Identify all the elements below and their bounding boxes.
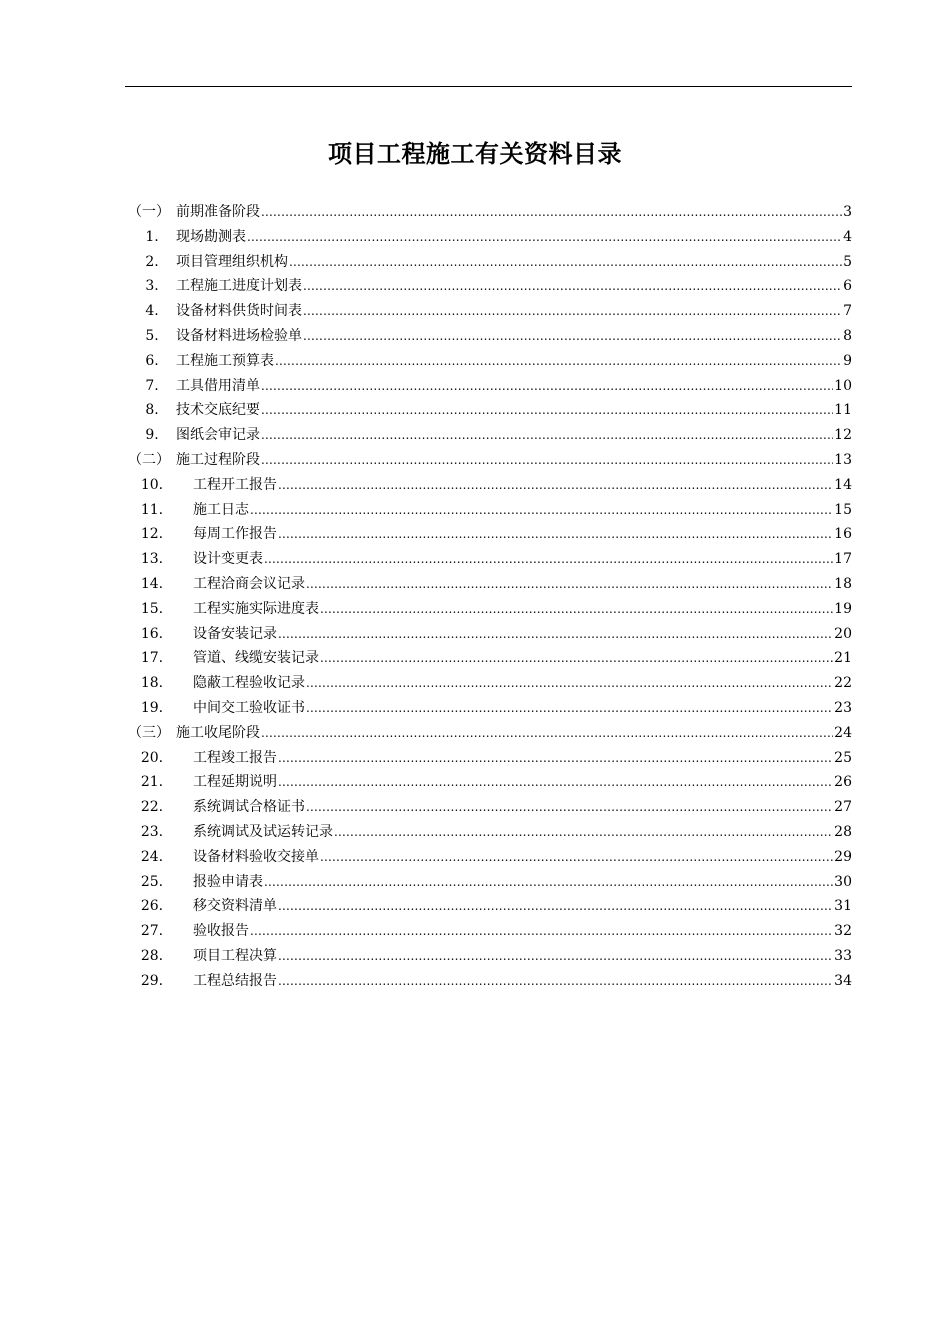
toc-entry[interactable]	[128, 870, 852, 895]
dot-leader	[250, 498, 833, 523]
toc-label: 系统调试合格证书	[193, 799, 305, 816]
toc-page-number: 12	[834, 427, 852, 444]
toc-page-number: 13	[834, 451, 852, 468]
toc-entry[interactable]	[128, 770, 852, 795]
dot-leader	[306, 671, 833, 696]
toc-label: 施工收尾阶段	[176, 724, 260, 741]
toc-label: 工程总结报告	[193, 972, 277, 989]
toc-page-number: 5	[843, 253, 852, 270]
dot-leader	[320, 597, 833, 622]
toc-page-number: 23	[834, 699, 852, 716]
toc-entry[interactable]	[128, 299, 852, 324]
toc-entry[interactable]	[128, 250, 852, 275]
toc-entry[interactable]	[128, 423, 852, 448]
toc-page-number: 9	[843, 352, 852, 369]
toc-label: 项目管理组织机构	[176, 253, 288, 270]
dot-leader	[278, 944, 833, 969]
toc-entry[interactable]	[128, 597, 852, 622]
dot-leader	[278, 622, 833, 647]
dot-leader	[306, 696, 833, 721]
header-rule	[125, 86, 852, 87]
toc-entry[interactable]	[128, 646, 852, 671]
toc-section[interactable]	[128, 448, 852, 473]
toc-entry[interactable]	[128, 894, 852, 919]
dot-leader	[320, 646, 833, 671]
toc-entry[interactable]	[128, 274, 852, 299]
toc-entry[interactable]	[128, 696, 852, 721]
toc-number: 24.	[140, 848, 164, 865]
toc-label: 项目工程决算	[193, 947, 277, 964]
toc-number: 6.	[145, 352, 159, 369]
toc-label: 工程延期说明	[193, 774, 277, 791]
toc-page-number: 32	[834, 923, 852, 940]
toc-label: 系统调试及试运转记录	[193, 823, 333, 840]
toc-entry[interactable]	[128, 374, 852, 399]
toc-page-number: 11	[834, 402, 852, 419]
dot-leader	[261, 448, 833, 473]
dot-leader	[278, 522, 833, 547]
dot-leader	[261, 374, 833, 399]
dot-leader	[261, 200, 842, 225]
toc-number: （三）	[128, 724, 170, 741]
toc-number: 29.	[140, 972, 164, 989]
toc-label: 图纸会审记录	[176, 427, 260, 444]
toc-label: 工程开工报告	[193, 476, 277, 493]
toc-number: 7.	[145, 377, 159, 394]
toc-label: 施工日志	[193, 501, 249, 518]
toc-page-number: 18	[834, 575, 852, 592]
toc-entry[interactable]	[128, 845, 852, 870]
toc-number: 8.	[145, 402, 159, 419]
toc-number: 26.	[140, 898, 164, 915]
toc-number: 16.	[140, 625, 164, 642]
toc-number: 12.	[140, 526, 164, 543]
toc-entry[interactable]	[128, 324, 852, 349]
toc-entry[interactable]	[128, 572, 852, 597]
toc-label: 设备安装记录	[193, 625, 277, 642]
toc-section[interactable]	[128, 721, 852, 746]
toc-number: 10.	[140, 476, 164, 493]
toc-page-number: 8	[843, 327, 852, 344]
toc-number: 13.	[140, 551, 164, 568]
toc-entry[interactable]	[128, 473, 852, 498]
toc-page-number: 27	[834, 799, 852, 816]
dot-leader	[334, 820, 833, 845]
toc-number: 20.	[140, 749, 164, 766]
toc-page-number: 17	[834, 551, 852, 568]
toc-label: 现场勘测表	[176, 228, 246, 245]
toc-number: 23.	[140, 823, 164, 840]
toc-page-number: 15	[834, 501, 852, 518]
toc-page-number: 21	[834, 650, 852, 667]
table-of-contents	[128, 200, 852, 994]
toc-label: 工程施工进度计划表	[176, 278, 302, 295]
toc-label: 工程洽商会议记录	[193, 575, 305, 592]
toc-label: 施工过程阶段	[176, 451, 260, 468]
dot-leader	[278, 894, 833, 919]
dot-leader	[261, 398, 833, 423]
toc-entry[interactable]	[128, 969, 852, 994]
dot-leader	[303, 299, 842, 324]
toc-entry[interactable]	[128, 349, 852, 374]
toc-page-number: 24	[834, 724, 852, 741]
toc-label: 中间交工验收证书	[193, 699, 305, 716]
toc-entry[interactable]	[128, 919, 852, 944]
document-title: 项目工程施工有关资料目录	[328, 140, 622, 168]
toc-number: 25.	[140, 873, 164, 890]
toc-label: 技术交底纪要	[176, 402, 260, 419]
toc-number: 2.	[145, 253, 159, 270]
toc-label: 报验申请表	[193, 873, 263, 890]
toc-entry[interactable]	[128, 498, 852, 523]
toc-label: 设备材料供货时间表	[176, 303, 302, 320]
toc-page-number: 28	[834, 823, 852, 840]
toc-label: 工程施工预算表	[176, 352, 274, 369]
toc-page-number: 26	[834, 774, 852, 791]
toc-number: 22.	[140, 799, 164, 816]
toc-page-number: 7	[843, 303, 852, 320]
toc-number: 4.	[145, 303, 159, 320]
toc-section[interactable]	[128, 200, 852, 225]
toc-number: 15.	[140, 600, 164, 617]
toc-number: 3.	[145, 278, 159, 295]
toc-page-number: 4	[843, 228, 852, 245]
dot-leader	[261, 423, 833, 448]
toc-page-number: 30	[834, 873, 852, 890]
toc-label: 管道、线缆安装记录	[193, 650, 319, 667]
dot-leader	[278, 770, 833, 795]
toc-label: 隐蔽工程验收记录	[193, 675, 305, 692]
toc-page-number: 31	[834, 898, 852, 915]
toc-entry[interactable]	[128, 522, 852, 547]
toc-number: 14.	[140, 575, 164, 592]
toc-label: 设备材料进场检验单	[176, 327, 302, 344]
toc-entry[interactable]	[128, 671, 852, 696]
toc-number: 28.	[140, 947, 164, 964]
toc-page-number: 25	[834, 749, 852, 766]
toc-page-number: 16	[834, 526, 852, 543]
toc-number: 18.	[140, 675, 164, 692]
dot-leader	[303, 274, 842, 299]
toc-number: 19.	[140, 699, 164, 716]
toc-label: 移交资料清单	[193, 898, 277, 915]
toc-number: 9.	[145, 427, 159, 444]
toc-entry[interactable]	[128, 547, 852, 572]
dot-leader	[261, 721, 833, 746]
toc-number: 1.	[145, 228, 159, 245]
dot-leader	[250, 919, 833, 944]
toc-page-number: 19	[834, 600, 852, 617]
toc-label: 验收报告	[193, 923, 249, 940]
toc-page-number: 6	[843, 278, 852, 295]
dot-leader	[264, 870, 833, 895]
toc-number: （二）	[128, 451, 170, 468]
toc-page-number: 14	[834, 476, 852, 493]
dot-leader	[264, 547, 833, 572]
toc-page-number: 3	[843, 204, 852, 220]
toc-number: 11.	[140, 501, 164, 518]
toc-page-number: 34	[834, 972, 852, 989]
toc-entry[interactable]	[128, 622, 852, 647]
toc-entry[interactable]	[128, 820, 852, 845]
toc-label: 设备材料验收交接单	[193, 848, 319, 865]
toc-number: 21.	[140, 774, 164, 791]
toc-page-number: 20	[834, 625, 852, 642]
toc-page-number: 22	[834, 675, 852, 692]
dot-leader	[278, 969, 833, 994]
toc-entry[interactable]	[128, 944, 852, 969]
dot-leader	[275, 349, 842, 374]
dot-leader	[320, 845, 833, 870]
toc-label: 前期准备阶段	[176, 204, 260, 220]
toc-label: 工具借用清单	[176, 377, 260, 394]
toc-label: 设计变更表	[193, 551, 263, 568]
toc-entry[interactable]	[128, 746, 852, 771]
dot-leader	[278, 473, 833, 498]
toc-entry[interactable]	[128, 398, 852, 423]
toc-label: 每周工作报告	[193, 526, 277, 543]
dot-leader	[278, 746, 833, 771]
toc-page-number: 33	[834, 947, 852, 964]
toc-number: 17.	[140, 650, 164, 667]
toc-number: 27.	[140, 923, 164, 940]
toc-page-number: 10	[834, 377, 852, 394]
toc-label: 工程实施实际进度表	[193, 600, 319, 617]
dot-leader	[289, 250, 842, 275]
toc-entry[interactable]	[128, 795, 852, 820]
dot-leader	[247, 225, 842, 250]
toc-number: 5.	[145, 327, 159, 344]
dot-leader	[306, 795, 833, 820]
toc-label: 工程竣工报告	[193, 749, 277, 766]
toc-page-number: 29	[834, 848, 852, 865]
toc-entry[interactable]	[128, 225, 852, 250]
dot-leader	[306, 572, 833, 597]
toc-number: （一）	[128, 204, 170, 220]
dot-leader	[303, 324, 842, 349]
